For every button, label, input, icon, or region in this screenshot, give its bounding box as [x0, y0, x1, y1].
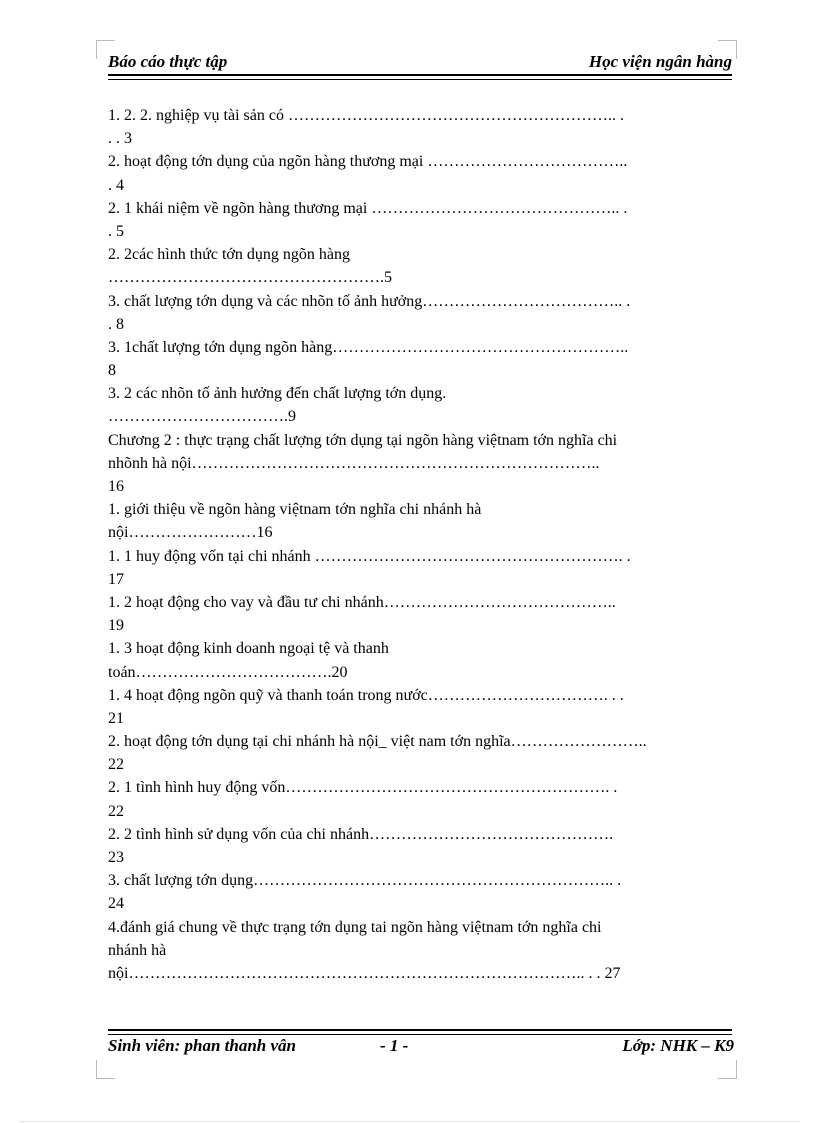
toc-line: nội………………………………………………………………………….. . . 27 — [108, 964, 621, 982]
toc-line: 1. giới thiệu về ngõn hàng việtnam tớn nghĩa chi nhánh hà — [108, 501, 482, 519]
toc-line: 1. 3 hoạt động kinh doanh ngoại tệ và thanh — [108, 640, 389, 658]
header-institution: Học viện ngân hàng — [588, 52, 732, 71]
toc-line: 3. 2 các nhõn tố ảnh hưởng đến chất lượng tớn dụng. — [108, 385, 447, 403]
page-bottom-edge — [20, 1121, 800, 1122]
toc-line: . . 3 — [108, 130, 132, 148]
toc-line: 1. 1 huy động vốn tại chi nhánh …………………………………………………. . — [108, 547, 631, 565]
toc-line: 3. 1chất lượng tớn dụng ngõn hàng……………………………………………….. — [108, 338, 629, 356]
toc-line: nhánh hà — [108, 941, 167, 959]
toc-line: nhõnh hà nội………………………………………………………………….. — [108, 454, 600, 472]
toc-line: . 4 — [108, 176, 124, 194]
toc-line: 1. 2 hoạt động cho vay và đầu tư chi nhánh…………………………………….. — [108, 593, 616, 611]
toc-line: 2. hoạt động tớn dụng tại chi nhánh hà nội_ việt nam tớn nghĩa…………………….. — [108, 733, 647, 751]
toc-line: toán……………………………….20 — [108, 663, 348, 681]
header-report-title: Báo cáo thực tập — [108, 52, 228, 71]
toc-line: 1. 2. 2. nghiệp vụ tài sản có …………………………………………………….. . — [108, 107, 624, 124]
toc-line: 22 — [108, 802, 124, 820]
footer-page-number: - 1 - — [380, 1036, 409, 1055]
toc-line: 19 — [108, 617, 124, 635]
toc-line: 2. 1 tình hình huy động vốn……………………………………………………. . — [108, 779, 618, 797]
page-footer — [108, 1036, 734, 1060]
toc-line: nội……………………16 — [108, 524, 273, 542]
toc-line: 3. chất lượng tớn dụng và các nhõn tố ảnh hưởng……………………………….. . — [108, 292, 631, 310]
crop-mark-bottom-left — [96, 1060, 115, 1079]
toc-line: 3. chất lượng tớn dụng………………………………………………………….. . — [108, 872, 622, 890]
toc-line: 8 — [108, 362, 116, 380]
page-header — [108, 52, 732, 74]
toc-line: 21 — [108, 709, 124, 727]
toc-line: 4.đánh giá chung về thực trạng tớn dụng tai ngõn hàng việtnam tớn nghĩa chi — [108, 918, 602, 936]
toc-line: 2. 2các hình thức tớn dụng ngõn hàng — [108, 246, 350, 264]
toc-line: …………………………………………….5 — [108, 269, 392, 287]
footer-class-code: Lớp: NHK – K9 — [622, 1036, 734, 1055]
toc-line: 2. 2 tình hình sử dụng vốn của chi nhánh………………………………………. — [108, 825, 614, 843]
toc-line: 1. 4 hoạt động ngõn quỹ và thanh toán trong nước……………………………. . . — [108, 686, 624, 704]
toc-line: . 5 — [108, 222, 124, 240]
toc-line: 23 — [108, 849, 124, 866]
table-of-contents — [108, 104, 734, 985]
toc-line: 22 — [108, 756, 124, 774]
footer-student-name: Sinh viên: phan thanh vân — [108, 1036, 297, 1055]
header-divider — [108, 74, 732, 80]
toc-line: Chương 2 : thực trạng chất lượng tớn dụng tại ngõn hàng việtnam tớn nghĩa chi — [108, 431, 618, 449]
toc-line: 17 — [108, 570, 124, 588]
toc-line: 2. 1 khái niệm về ngõn hàng thương mại ……………………………………….. . — [108, 199, 628, 217]
toc-line: 2. hoạt động tớn dụng của ngõn hàng thương mại ……………………………….. — [108, 153, 628, 171]
toc-line: 16 — [108, 478, 124, 495]
toc-line: . 8 — [108, 315, 124, 333]
toc-line: …………………………….9 — [108, 408, 296, 426]
crop-mark-bottom-right — [718, 1060, 737, 1079]
footer-divider — [108, 1029, 732, 1035]
toc-line: 24 — [108, 895, 124, 913]
